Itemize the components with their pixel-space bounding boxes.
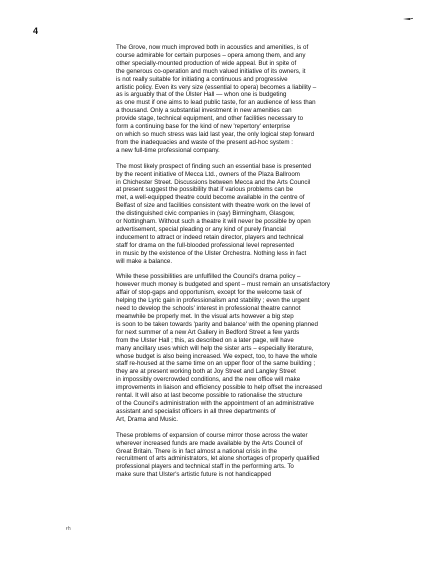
text-line: a thousand. Only a substantial investment in new amenities can [116, 107, 292, 115]
text-line: recruitment of arts administrators, let alone shortages of properly qualified [116, 455, 320, 463]
text-line: in Chichester Street. Discussions between Mecca and the Arts Council [116, 178, 311, 186]
text-line: make sure that Ulster's artistic future is not handicapped [116, 471, 272, 479]
text-line: provide stage, technical equipment, and other facilities necessary to [116, 115, 304, 123]
text-line: need to develop the schools' interest in professional theatre cannot [116, 305, 301, 313]
text-line: or Nottingham. Without such a theatre it will never be possible by open [116, 218, 311, 226]
text-line: the distinguished civic companies in (say) Birmingham, Glasgow, [116, 210, 295, 218]
bottom-mark: ғh [66, 526, 71, 532]
text-line: wherever increased funds are made available by the Arts Council of [116, 439, 303, 447]
text-line: meanwhile be properly met. In the visual arts however a big step [116, 313, 294, 320]
text-line: artistic policy. Even its very size (essential to opera) becomes a liability – [116, 83, 317, 91]
corner-mark-icon [403, 17, 413, 21]
text-line: The Grove, now much improved both in acoustics and amenities, is of [116, 44, 309, 51]
text-line: staff re-housed at the same time on an upper floor of the same building ; [116, 360, 316, 368]
text-line: advertisement, special pleading or any kind of purely financial [116, 225, 286, 233]
text-line: other specially-mounted production of wide appeal. But in spite of [116, 59, 297, 67]
text-line: rental. It will also at last become possible to rationalise the structure [116, 392, 303, 400]
text-line: assistant and specialist officers in all three departments of [116, 407, 276, 415]
text-line: staff for drama on the full-blooded professional level represented [116, 241, 294, 249]
text-line: on which so much stress was laid last year, the only logical step forward [116, 130, 315, 138]
text-line: in music by the existence of the Ulster Orchestra. Nothing less in fact [116, 249, 307, 257]
text-line: improvements in liaison and efficiency possible to help offset the increased [116, 384, 322, 392]
text-line: in impossibly overcrowded conditions, and the new office will make [116, 376, 301, 384]
body-text [116, 44, 431, 487]
text-line: of the Council's administration with the appointment of an administrative [116, 399, 314, 407]
text-line: is soon to be taken towards 'parity and balance' with the opening planned [116, 320, 318, 328]
text-line: the generous co-operation and much valued initiative of its owners, it [116, 67, 306, 75]
text-line: While these possibilities are unfulfilled the Council's drama policy – [116, 273, 301, 281]
text-line: they are at present working both at Joy Street and Langley Street [116, 368, 296, 376]
paragraph-drama-policy [116, 273, 431, 423]
paragraph-mecca [116, 163, 431, 266]
text-line: Art, Drama and Music. [116, 415, 178, 423]
page-number: 4 [33, 26, 39, 36]
text-line: These problems of expansion of course mirror those across the water [116, 431, 308, 439]
paragraph-expansion [116, 432, 431, 479]
text-line: from the inadequacies and waste of the present ad-hoc system : [116, 138, 293, 146]
paragraph-grove [116, 44, 431, 155]
text-line: affair of stop-gaps and opportunism, except for the welcome task of [116, 289, 302, 297]
text-line: a new full-time professional company. [116, 146, 220, 154]
text-line: as one must if one aims to lead public taste, for an audience of less than [116, 99, 316, 107]
text-line: Great Britain. There is in fact almost a national crisis in the [116, 447, 278, 455]
text-line: Belfast of size and facilities consistent with theatre work on the level of [116, 202, 311, 210]
text-line: at present suggest the possibility that if various problems can be [116, 186, 294, 194]
text-line: helping the Lyric gain in professionalism and stability ; even the urgent [116, 297, 310, 305]
text-line: by the recent initiative of Mecca Ltd., owners of the Plaza Ballroom [116, 170, 300, 178]
text-line: professional players and technical staff in the performing arts. To [116, 463, 294, 471]
text-line: many ancillary uses which will help the sister arts – especially literature, [116, 344, 314, 352]
text-line: from the Ulster Hall ; this, as described on a later page, will have [116, 336, 294, 344]
text-line: inducement to attract or indeed retain director, players and technical [116, 233, 304, 241]
text-line: met, a well-equipped theatre could become available in the centre of [116, 194, 305, 202]
text-line: form a continuing base for the kind of new 'repertory' enterprise [116, 123, 291, 131]
text-line: for next summer of a new Art Gallery in Bedford Street a few yards [116, 328, 300, 336]
text-line: whose budget is also being increased. We expect, too, to have the whole [116, 352, 318, 360]
text-line: course admirable for certain purposes – opera among them, and any [116, 51, 306, 59]
text-line: will make a balance. [116, 257, 173, 265]
text-line: as is arguably that of the Ulster Hall — whon one is budgeting [116, 91, 287, 99]
text-line: however much money is budgeted and spent – must remain an unsatisfactory [116, 281, 330, 289]
text-line: The most likely prospect of finding such an essential base is presented [116, 162, 312, 170]
text-line: is not really suitable for initiating a continuous and progressive [116, 75, 288, 83]
